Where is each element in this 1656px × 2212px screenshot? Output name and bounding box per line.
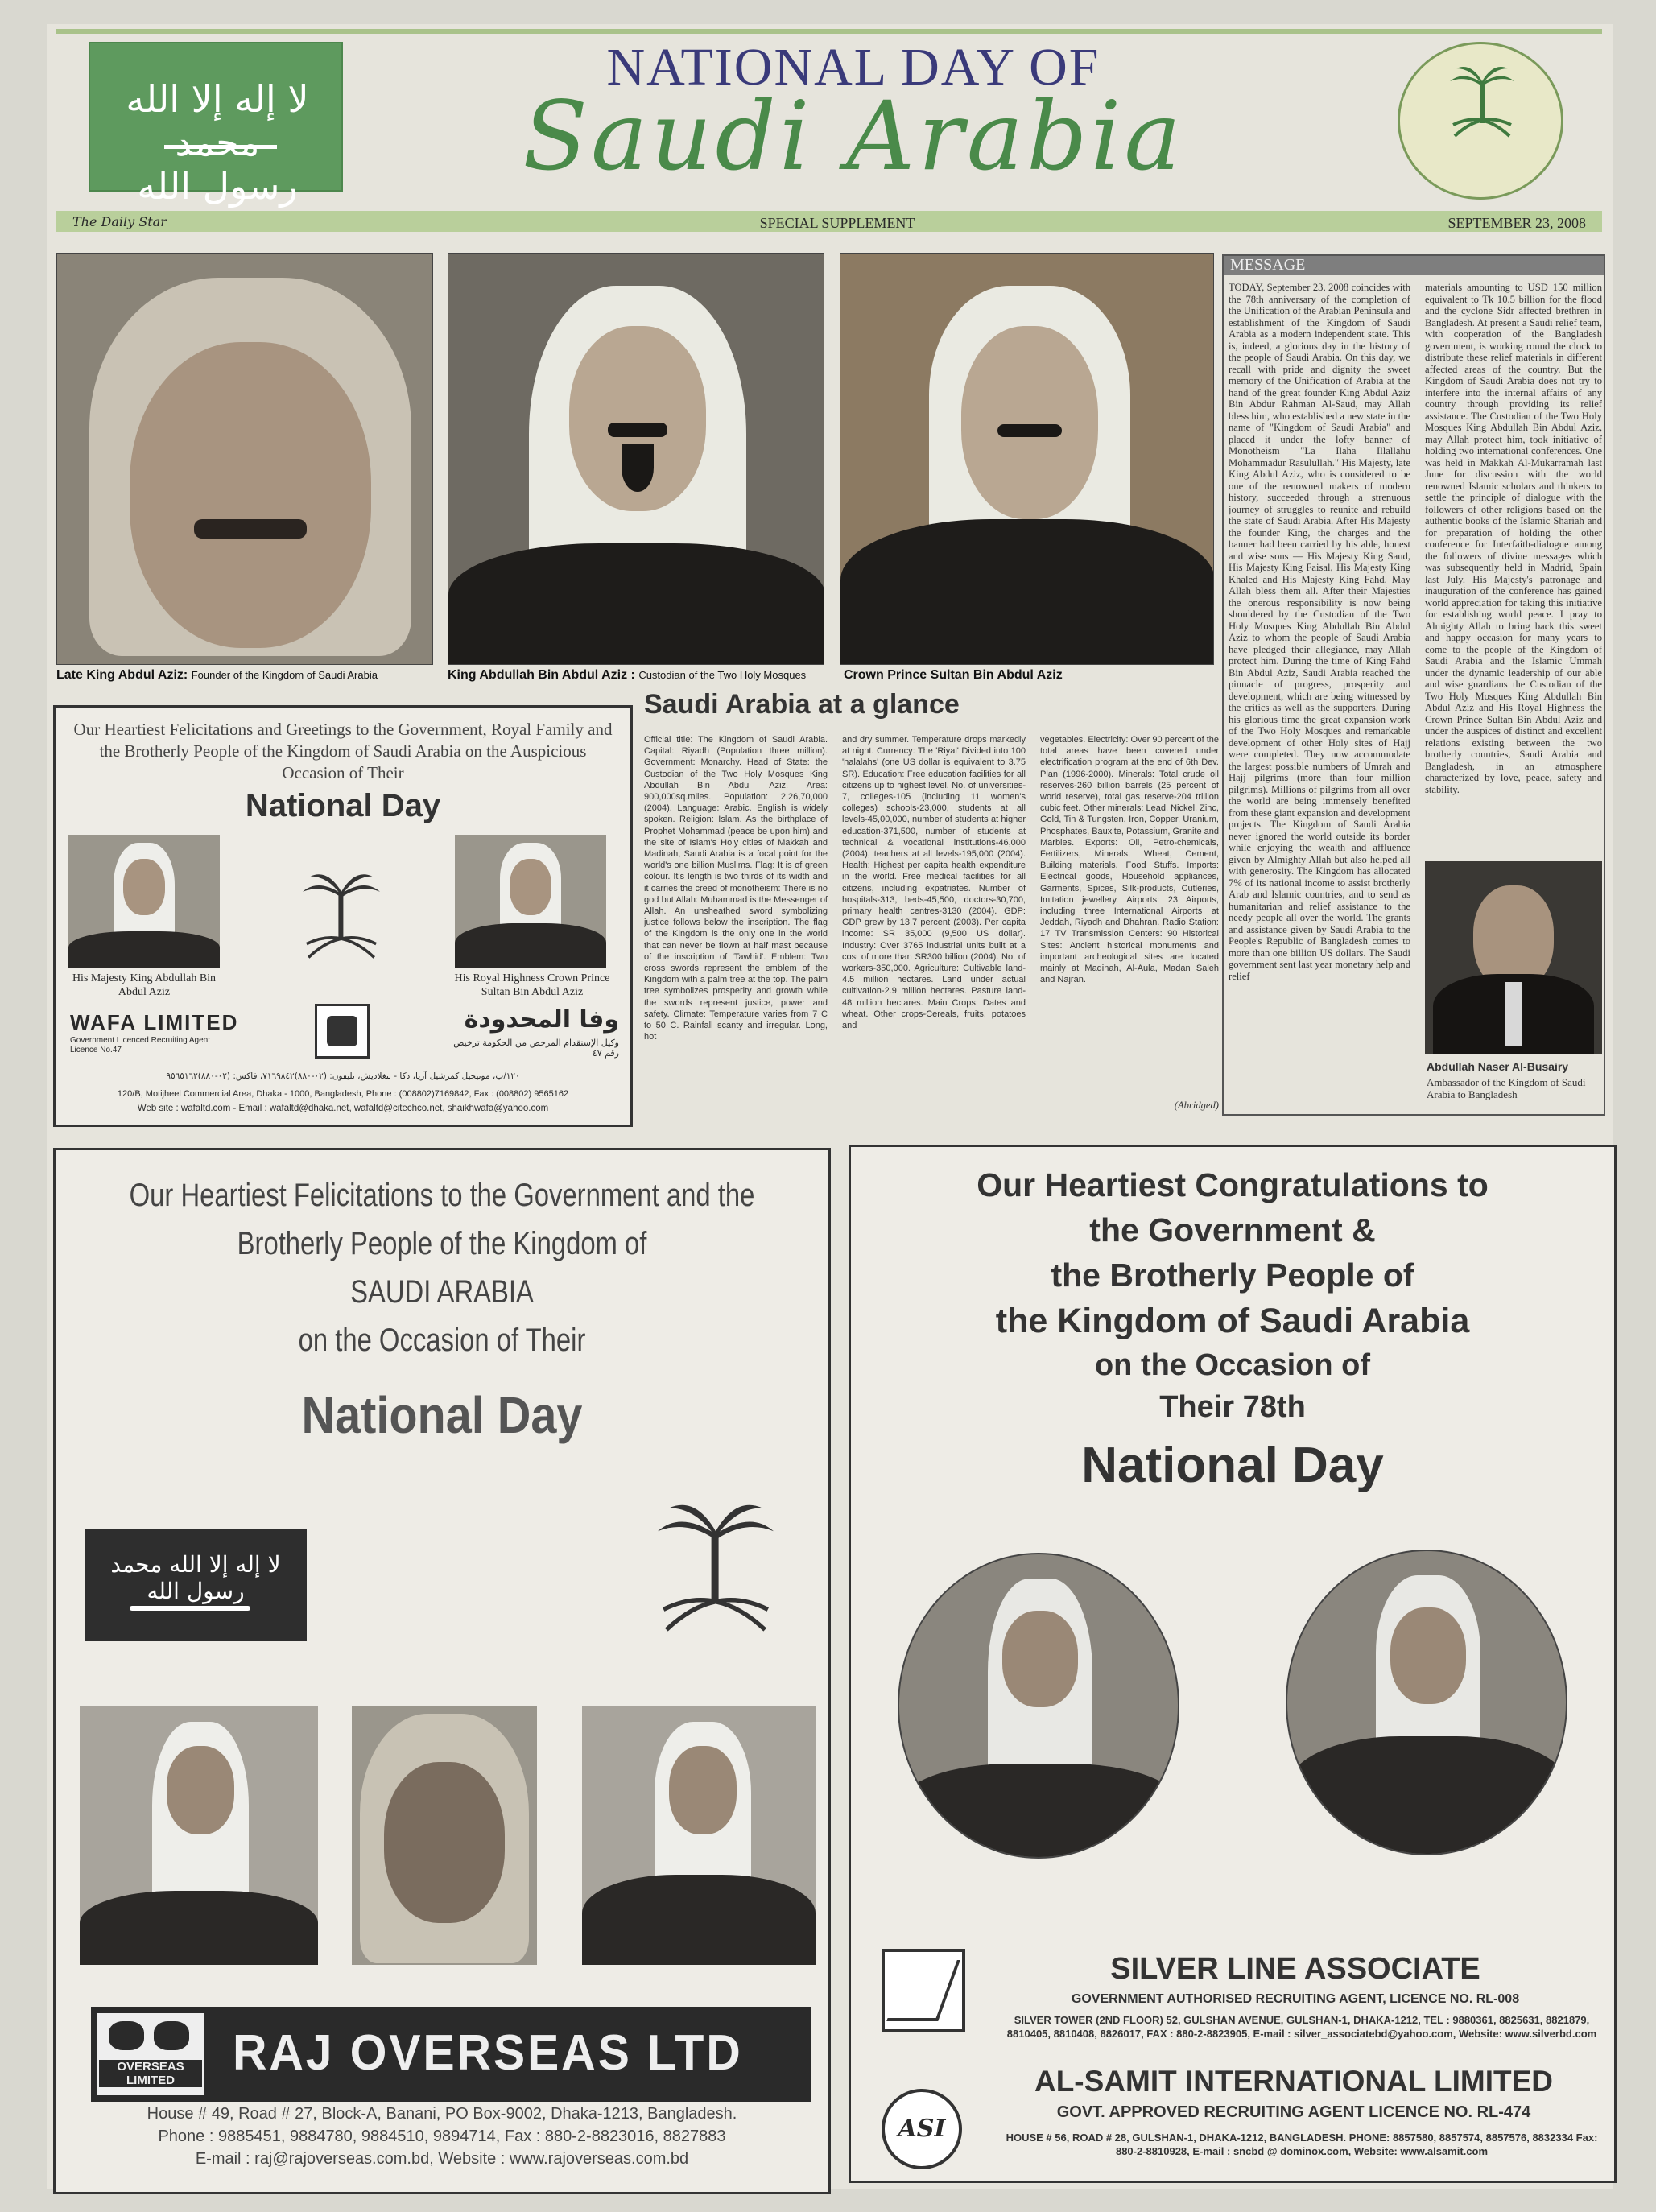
wafa-photo-king bbox=[68, 835, 220, 968]
saudi-flag bbox=[89, 42, 343, 208]
silver-line-6: Their 78th bbox=[1159, 1390, 1306, 1424]
message-column-1: TODAY, September 23, 2008 coincides with the 78th anniversary of the completion of the Unification of the Arabian Peninsula and establishment of the Kingdom of Saudi Arabia as a modern independent state. This is, indeed, a glorious day in the history of the people of Saudi Arabia. On this day, we recall with pride and dignity the sweet memory of the Unification of Arabia at the hand of the great founder King Abdul Aziz Bin Abdur Rahman Al-Saud, may Allah bless him, who established a new state in the name of "Kingdom of Saudi Arabia" and placed it under the lofty banner of Monotheism "La Ilaha Illallahu Mohammadur Rasulullah." His Majesty, late King Abdul Aziz, who is considered to be one of the renowned makers of modern history, succeeded through a strenuous journey of struggles to reunite and rebuild the state of Saudi Arabia. After His Majesty the founder King, the charges and the banner had been carried by his able, honest and wise sons — His Majesty King Saud, His Majesty King Faisal, His Majesty King Khaled and His Majesty King Fahd. May Allah bless them all. After their Majesties the onerous responsibility is now being shouldered by the Custodian of the Two Holy Mosques King Abdullah Bin Abdul Aziz to whom the people of Saudi Arabia have pledged their allegiance, may Allah protect him. During the time of King Fahd Bin Abdul Aziz, Saudi Arabia reached the pinnacle of progress, prosperity and development, which are being witnessed by the critics as well as the supporters. During his glorious time the great expansion work of the Two Holy Mosques and remarkable development of other Holy sites of Hajj were completed. They now accommodate the largest possible numbers of Umrah and Hajj pilgrims (more than four million pilgrims). Millions of pilgrims from all over the world are being immensely benefited from these giant expansion and development projects. The Kingdom of Saudi Arabia never ignored the world outside its border while enjoying the wealth and affluence given by Almighty Allah but also helped all with generosity. The Kingdom has allocated 7% of its national income to assist brotherly Arab and Islamic countries, and to send as humanitarian and relief assistance to the needy people all over the world. The grants and assistance given by Saudi Arabia to the People's Republic of Bangladesh comes to more than one billion US dollars. The Saudi government sent last year monetary help and relief bbox=[1229, 282, 1410, 982]
title-saudi-arabia: Saudi Arabia bbox=[522, 80, 1184, 192]
raj-flag-shahada: لا إله إلا الله محمد رسول الله bbox=[110, 1551, 281, 1604]
silver-company-address: SILVER TOWER (2ND FLOOR) 52, GULSHAN AVENUE, GULSHAN-1, DHAKA-1212, TEL : 9880361, 8825631, 8821879, 8810405, 8810408, 8826017, FAX : 880-2-8823905, E-mail : silver_associatebd@yahoo.com, Website: www.silverbd.com bbox=[1006, 2014, 1597, 2040]
al-samit-company-name: AL-SAMIT INTERNATIONAL LIMITED bbox=[1034, 2065, 1553, 2098]
silver-line-3: the Brotherly People of bbox=[1051, 1257, 1414, 1294]
wafa-ad bbox=[53, 705, 633, 1127]
title-national-day-of: NATIONAL DAY OF bbox=[606, 38, 1101, 97]
raj-photo-king-abdul-aziz bbox=[352, 1706, 537, 1965]
wafa-caption-king: His Majesty King Abdullah Bin Abdul Aziz bbox=[72, 972, 217, 998]
glance-abridged: (Abridged) bbox=[1174, 1100, 1219, 1111]
raj-address-2: Phone : 9885451, 9884780, 9884510, 9894714, Fax : 880-2-8823016, 8827883 bbox=[158, 2127, 726, 2145]
silver-photo-king-abdullah bbox=[898, 1553, 1179, 1859]
silver-line-ad bbox=[849, 1145, 1617, 2183]
raj-line-1: Our Heartiest Felicitations to the Government and the bbox=[129, 1178, 755, 1213]
wafa-web: Web site : wafaltd.com - Email : wafaltd@dhaka.net, wafaltd@citechco.net, shaikhwafa@yahoo.com bbox=[137, 1104, 549, 1113]
raj-logo-bar bbox=[91, 2007, 811, 2102]
silver-line-2: the Government & bbox=[1089, 1211, 1376, 1248]
raj-logo-text: OVERSEAS LIMITED bbox=[99, 2060, 202, 2087]
al-samit-logo-text: ASI bbox=[898, 2115, 946, 2143]
raj-logo-icon bbox=[97, 2013, 204, 2095]
wafa-company-name: WAFA LIMITED bbox=[70, 1010, 239, 1034]
silver-national-day: National Day bbox=[1081, 1438, 1384, 1493]
wafa-greeting: Our Heartiest Felicitations and Greetings to the Government, Royal Family and the Brotherly People of the Kingdom of Saudi Arabia on the Auspicious Occasion of Their bbox=[73, 720, 613, 782]
raj-address-1: House # 49, Road # 27, Block-A, Banani, PO Box-9002, Dhaka-1213, Bangladesh. bbox=[147, 2105, 737, 2123]
al-samit-company-address: HOUSE # 56, ROAD # 28, GULSHAN-1, DHAKA-1212, BANGLADESH. PHONE: 8857580, 8857574, 8857576, 8832334 Fax: 880-2-8810928, E-mail : sncbd @ dominox.com, Website: www.alsamit.com bbox=[1006, 2132, 1598, 2157]
ambassador-photo bbox=[1425, 861, 1602, 1054]
raj-overseas-ad bbox=[53, 1148, 831, 2194]
wafa-arabic-address: ١٢٠/ب، موتيجيل كمرشيل آريا، دكا - بنغلاديش، تليفون: (٠٢-٨٨٠)٧١٦٩٨٤٢، فاكس: (٠٢-٨٨٠)٩٥٦٥١٦٢ bbox=[166, 1071, 520, 1081]
raj-company-name: RAJ OVERSEAS LTD bbox=[233, 2025, 743, 2081]
palm-swords-icon bbox=[1447, 62, 1518, 142]
raj-line-4: on the Occasion of Their bbox=[298, 1323, 586, 1358]
wafa-company-sub: Government Licenced Recruiting Agent Licence No.47 bbox=[70, 1036, 210, 1054]
raj-flag bbox=[85, 1529, 307, 1641]
message-heading: MESSAGE bbox=[1224, 256, 1604, 275]
caption-crown-prince-sultan: Crown Prince Sultan Bin Abdul Aziz bbox=[844, 668, 1063, 682]
saudi-emblem bbox=[1398, 42, 1563, 200]
masthead-paper-name: The Daily Star bbox=[72, 214, 167, 229]
message-column-2: materials amounting to USD 150 million equivalent to Tk 10.5 billion for the flood and the cyclone Sidr affected brethren in Bangladesh. At present a Saudi relief team, with cooperation of the Bangladesh government, is working round the clock to distribute these relief materials in different affected areas of the country. But the Kingdom of Saudi Arabia does not try to interfere into the internal affairs of any country through providing its relief assistance. The Custodian of the Two Holy Mosques King Abdullah Bin Abdul Aziz, may Allah protect him, took initiative of holding two international conferences. One was held in Makkah Al-Mukarramah last June for discussion with the world renowned Islamic scholars and thinkers to settle the principle of dialogue with the followers of other religions based on the authentic books of the Islamic Shariah and for preparation of holding the other conference for Interfaith-dialogue among the followers of divine messages which was subsequently held in Madrid, Spain last July. His Majesty's patronage and inauguration of the conference has gained world appreciation for taking this initiative for establishing world peace. I pray to Almighty Allah to bring back this sweet and happy occasion for many years to come to the people of the Kingdom of Saudi Arabia and the Islamic Ummah under the dynamic leadership of our able and wise guardians the Custodian of the Two Holy Mosques King Abdullah Bin Abdul Aziz and His Royal Highness the Crown Prince Sultan Bin Abdul Aziz and under the auspices of distinct and excellent relations existing between the two brotherly countries, Saudi Arabia and Bangladesh, in an atmosphere characterized by love, peace, safety and stability. bbox=[1425, 282, 1602, 795]
glance-column-1: Official title: The Kingdom of Saudi Arabia. Capital: Riyadh (Population three million). Government: Monarchy. Head of State: the Custodian of the Two Holy Mosques King Abdullah Bin Abdul Aziz. Area: 900,000sq.miles. Population: 2,26,70,000 (2004). Language: Arabic. English is widely spoken. Religion: Islam. As the birthplace of Prophet Mohammad (peace be upon him) and the site of Islam's Holy cities of Makkah and Madinah, Saudi Arabia is a focal point for the world's one billion Muslims. Flag: It is of green colour. It's length is two thirds of its width and it carries the creed of monotheism: There is no god but Allah: Muhammad is the Messenger of Allah. An unsheathed sword symbolizing justice follows below the inscription. The flag of the Kingdom is the only one in the world that can never be flown at half mast because of the inscription of 'Tawhid'. Emblem: Two cross swords represent the emblem of the Kingdom with a palm tree at the top. The palm tree symbolizes prosperity and growth while the swords represent justice, power and safety. Climate: Temperature varies from 7 C to 50 C. Rainfall scanty and irregular. Long, hot bbox=[644, 735, 828, 1042]
wafa-logo-icon bbox=[315, 1004, 370, 1059]
silver-line-4: the Kingdom of Saudi Arabia bbox=[995, 1302, 1470, 1340]
raj-national-day: National Day bbox=[301, 1386, 583, 1444]
wafa-address: 120/B, Motijheel Commercial Area, Dhaka - 1000, Bangladesh, Phone : (008802)7169842, Fax : (008802) 9565162 bbox=[117, 1089, 569, 1099]
photo-crown-prince-sultan bbox=[840, 253, 1214, 665]
masthead-date: SEPTEMBER 23, 2008 bbox=[1447, 215, 1586, 231]
glance-column-3: vegetables. Electricity: Over 90 percent of the total areas have been covered under electrification program at the end of 6th Dev. Plan (1996-2000). Minerals: Total crude oil reserves-260 billion barrels (25 percent of world reserve), total gas reserve-204 trillion cubic feet. Other minerals: Lead, Nickel, Zinc, Gold, Tin & Tungsten, Iron, Copper, Uranium, Phosphates, Bauxite, Potassium, Granite and Marbles. Exports: Oil, Petro-chemicals, Fertilizers, Minerals, Wheat, Cement, Building materials, Food Stuffs. Imports: Electrical goods, Household appliances, Garments, Spices, Silk-products, Cutleries, Imitation jewellery. Airports: 23 Airports, including three International Airports at Jeddah, Riyadh and Dhahran. Radio Station: 17 TV Transmission Centers: 90 Historical Sites: Ancient historical monuments and important archeological sites are located mainly at Madinah, Al-Aula, Madan Saleh and Najran. bbox=[1040, 735, 1219, 985]
raj-photo-king-abdullah bbox=[80, 1706, 318, 1965]
al-samit-logo-icon bbox=[882, 2089, 962, 2169]
silver-company-name: SILVER LINE ASSOCIATE bbox=[1110, 1952, 1480, 1986]
photo-king-abdullah bbox=[448, 253, 824, 665]
caption-king-abdul-aziz: Late King Abdul Aziz: Founder of the Kingdom of Saudi Arabia bbox=[56, 668, 378, 682]
ambassador-name: Abdullah Naser Al-Busairy bbox=[1427, 1060, 1569, 1073]
wafa-arabic-sub: وكيل الإستقدام المرخص من الحكومة ترخيص رقم ٤٧ bbox=[453, 1038, 619, 1059]
flag-shahada: لا إله إلا الله محمد رسول الله bbox=[126, 77, 309, 208]
silver-line-1: Our Heartiest Congratulations to bbox=[977, 1166, 1489, 1203]
top-rule bbox=[56, 29, 1602, 34]
caption-king-abdullah: King Abdullah Bin Abdul Aziz : Custodian of the Two Holy Mosques bbox=[448, 668, 807, 682]
masthead-supplement: SPECIAL SUPPLEMENT bbox=[759, 215, 915, 231]
silver-photo-crown-prince bbox=[1286, 1550, 1567, 1855]
raj-address-3: E-mail : raj@rajoverseas.com.bd, Website : www.rajoverseas.com.bd bbox=[195, 2150, 689, 2168]
ambassador-title: Ambassador of the Kingdom of Saudi Arabia to Bangladesh bbox=[1427, 1076, 1586, 1100]
silver-line-5: on the Occasion of bbox=[1094, 1348, 1371, 1382]
raj-emblem-icon bbox=[651, 1496, 780, 1641]
raj-photo-crown-prince bbox=[582, 1706, 816, 1965]
glance-title: Saudi Arabia at a glance bbox=[644, 689, 960, 720]
silver-company-sub: GOVERNMENT AUTHORISED RECRUITING AGENT, LICENCE NO. RL-008 bbox=[1071, 1992, 1520, 2006]
flag-sword-icon bbox=[164, 145, 277, 153]
al-samit-company-sub: GOVT. APPROVED RECRUITING AGENT LICENCE NO. RL-474 bbox=[1056, 2103, 1531, 2121]
photo-king-abdul-aziz bbox=[56, 253, 433, 665]
raj-line-3: SAUDI ARABIA bbox=[350, 1274, 534, 1310]
wafa-caption-crown-prince: His Royal Highness Crown Prince Sultan Bin Abdul Aziz bbox=[454, 972, 610, 998]
wafa-photo-crown-prince bbox=[455, 835, 606, 968]
wafa-emblem-icon bbox=[297, 869, 386, 965]
wafa-arabic-name: وفا المحدودة bbox=[464, 1005, 619, 1034]
raj-line-2: Brotherly People of the Kingdom of bbox=[237, 1226, 647, 1261]
wafa-national-day: National Day bbox=[245, 788, 441, 823]
glance-column-2: and dry summer. Temperature drops markedly at night. Currency: The 'Riyal' Divided into 100 'halalahs' (one US dollar is equivalent to 3.75 SR). Education: Free education facilities for all citizens up to highest level. No. of universities-7, colleges-105 (including 11 women's colleges) schools-23,000, students at all levels-45,00,000, number of students at higher education-371,500, number of students at technical & vocational institutions-46,000 (2004), teachers at all levels-195,000 (2004). Health: Highest per capita health expenditure in the world. Free medical facilities for all citizens, including expatriates. Number of hospitals-313, beds-45,500, doctors-30,700, primary health centres-3130 (2004). GDP: GDP grew by 13.7 percent (2003). Per capita income: SR 35,000 (9,500 US dollar). Industry: Over 3765 industrial units built at a cost of more than SR300 billion (2004). No. of workers-350,000. Agriculture: Cultivable land-4.5 million hectares. Land under actual cultivation-2.9 million hectares. Pasture land-48 million hectares. Main Crops: Dates and wheat. Other crops-Cereals, fruits, potatoes and bbox=[842, 735, 1026, 1031]
silver-line-logo-icon bbox=[882, 1949, 965, 2032]
